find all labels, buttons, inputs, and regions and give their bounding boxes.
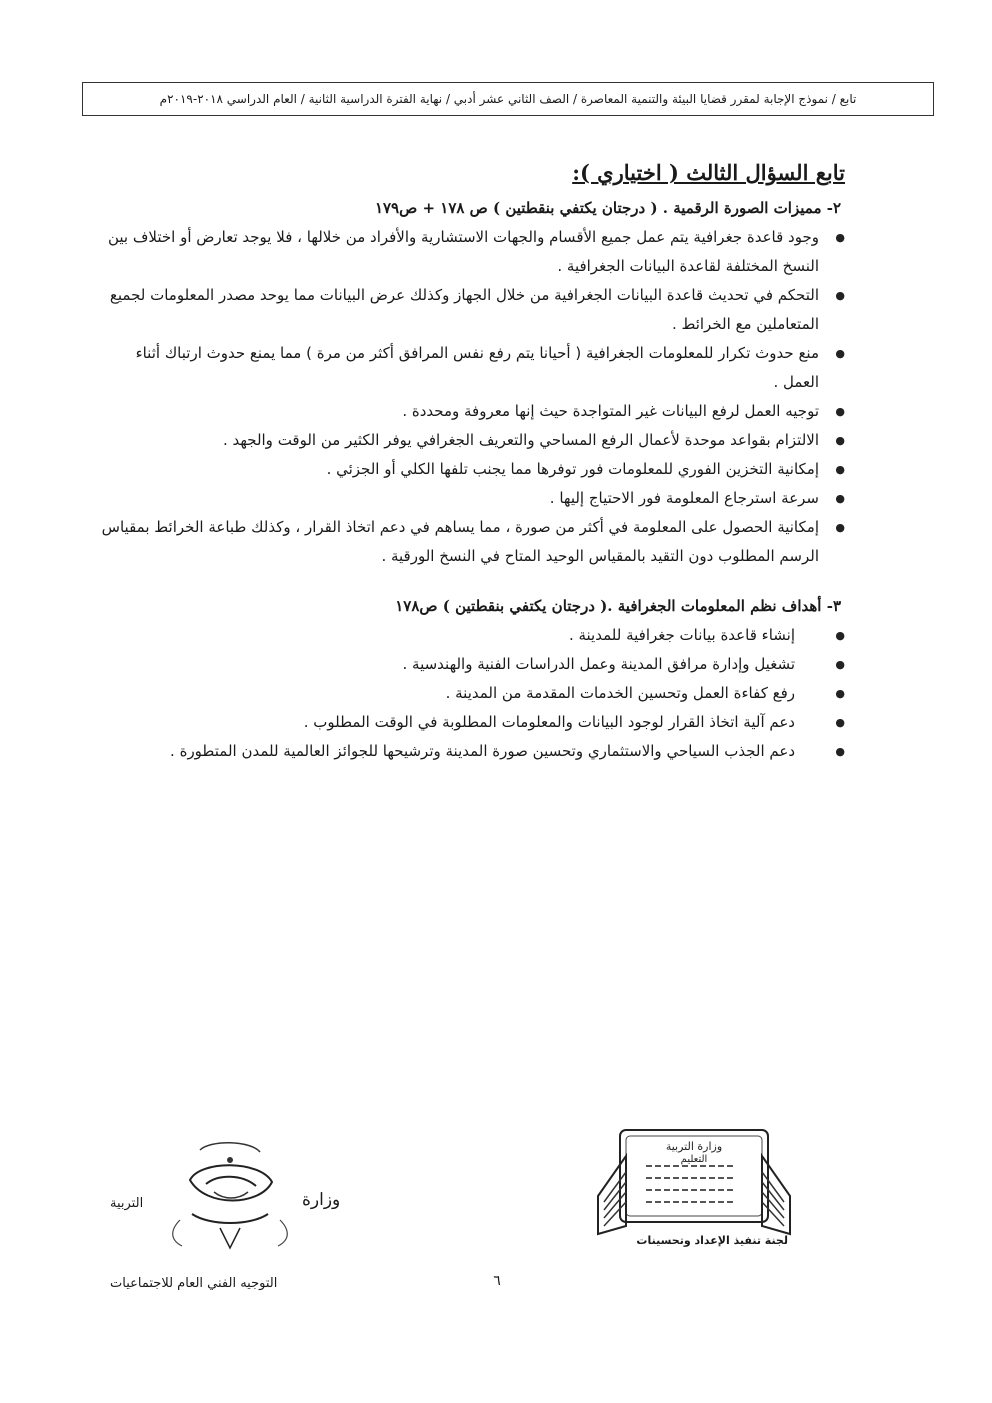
list-item: ● إمكانية الحصول على المعلومة في أكثر من صورة ، مما يساهم في دعم اتخاذ القرار ، وكذلك طباعة الخرائط بمقياس الرسم المطلوب دون التقيد بالمقياس الوحيد المتاح في النسخ الورقية . (100, 513, 845, 571)
stamp-left-caption: التوجيه الفني العام للاجتماعيات (110, 1276, 278, 1291)
list-item: ● دعم آلية اتخاذ القرار لوجود البيانات والمعلومات المطلوبة في الوقت المطلوب . (100, 708, 845, 737)
section-3-list (100, 621, 845, 766)
list-item: ● إنشاء قاعدة بيانات جغرافية للمدينة . (100, 621, 845, 650)
list-item: ● وجود قاعدة جغرافية يتم عمل جميع الأقسام والجهات الاستشارية والأفراد من خلالها ، فلا يوجد تعارض أو اختلاف بين النسخ المختلفة لقاعدة البيانات الجغرافية . (100, 223, 845, 281)
question-title: تابع السؤال الثالث ( اختياري ): (572, 160, 845, 185)
stamp-line-1: وزارة التربية (665, 1140, 723, 1153)
page-number: ٦ (493, 1273, 501, 1289)
list-item: ● إمكانية التخزين الفوري للمعلومات فور توفرها مما يجنب تلفها الكلي أو الجزئي . (100, 455, 845, 484)
page-header-box (82, 82, 934, 116)
list-item: ● الالتزام بقواعد موحدة لأعمال الرفع المساحي والتعريف الجغرافي يوفر الكثير من الوقت والجهد . (100, 426, 845, 455)
stamp-right-caption: لجنة تنفيذ الإعداد وتحسينات (636, 1234, 788, 1247)
list-item: ● رفع كفاءة العمل وتحسين الخدمات المقدمة من المدينة . (100, 679, 845, 708)
section-2-list (100, 223, 845, 571)
list-item: ● دعم الجذب السياحي والاستثماري وتحسين صورة المدينة وترشيحها للجوائز العالمية للمدن المتطورة . (100, 737, 845, 766)
committee-stamp (586, 1126, 802, 1250)
stamp-line-2: التعليم (680, 1154, 708, 1165)
list-item: ● توجيه العمل لرفع البيانات غير المتواجدة حيث إنها معروفة ومحددة . (100, 397, 845, 426)
stamp-word-1: وزارة (302, 1190, 341, 1210)
list-item: ● تشغيل وإدارة مرافق المدينة وعمل الدراسات الفنية والهندسية . (100, 650, 845, 679)
supervision-stamp (110, 1130, 380, 1302)
page-header-text: تابع / نموذج الإجابة لمقرر قضايا البيئة والتنمية المعاصرة / الصف الثاني عشر أدبي / نهاية الفترة الدراسية الثانية / العام الدراسي ٢٠١٨-٢٠١٩م (159, 92, 857, 106)
stamp-book-icon (586, 1126, 802, 1250)
answer-content (100, 150, 845, 766)
list-item: ● التحكم في تحديث قاعدة البيانات الجغرافية من خلال الجهاز وكذلك عرض البيانات مما يوحد مصدر المعلومات لجميع المتعاملين مع الخرائط . (100, 281, 845, 339)
section-3-title: ٣- أهداف نظم المعلومات الجغرافية .( درجتان يكتفي بنقطتين ) ص١٧٨ (395, 597, 841, 615)
section-2-title: ٢- مميزات الصورة الرقمية . ( درجتان يكتفي بنقطتين ) ص ١٧٨ + ص١٧٩ (374, 199, 841, 217)
list-item: ● سرعة استرجاع المعلومة فور الاحتياج إليها . (100, 484, 845, 513)
list-item: ● منع حدوث تكرار للمعلومات الجغرافية ( أحيانا يتم رفع نفس المرافق أكثر من مرة ) مما يمنع حدوث ارتباك أثناء العمل . (100, 339, 845, 397)
stamp-word-2: التربية (110, 1196, 144, 1211)
